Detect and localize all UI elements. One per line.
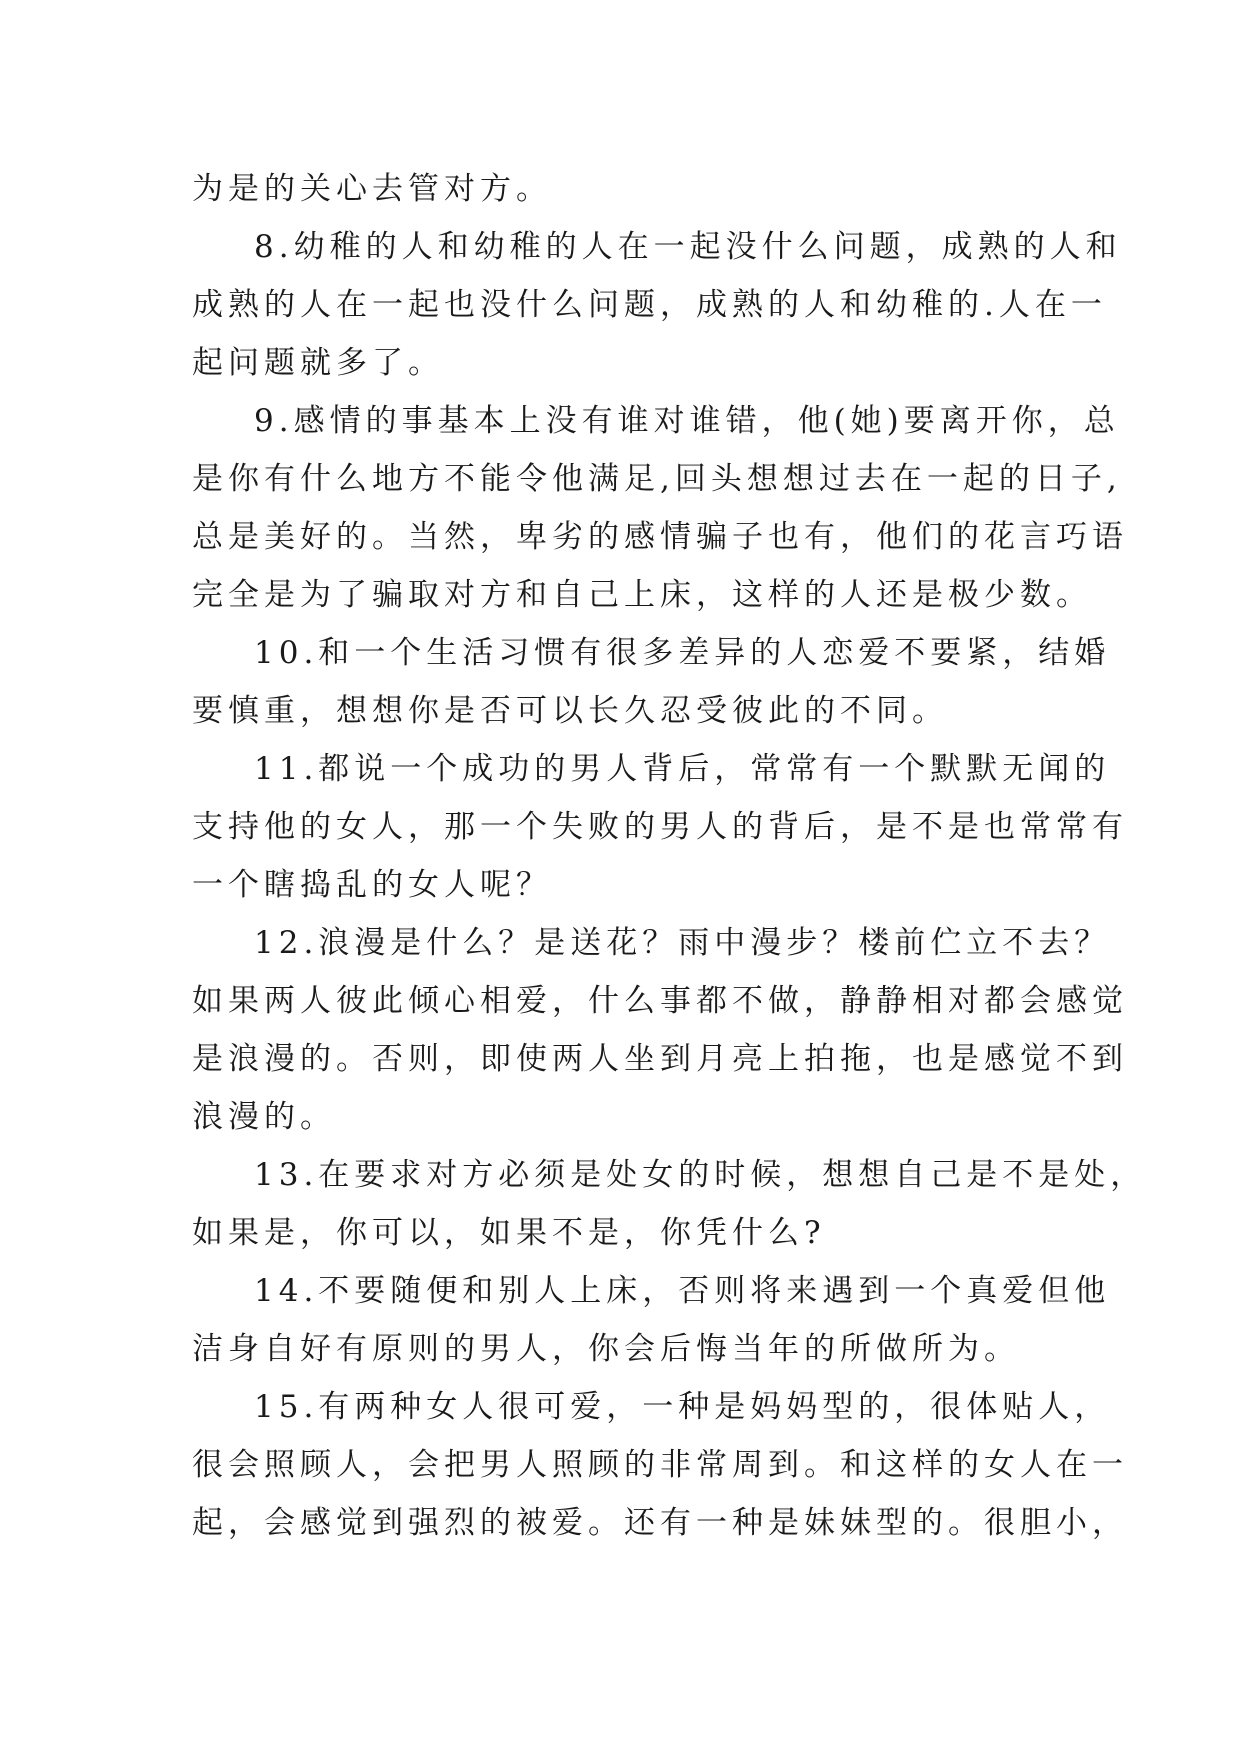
paragraph-start-line: 10.和一个生活习惯有很多差异的人恋爱不要紧，结婚 — [254, 635, 1111, 671]
text-line: 是浪漫的。否则，即使两人坐到月亮上拍拖，也是感觉不到 — [192, 1041, 1128, 1077]
text-line: 起，会感觉到强烈的被爱。还有一种是妹妹型的。很胆小， — [192, 1505, 1128, 1541]
text-line: 支持他的女人，那一个失败的男人的背后，是不是也常常有 — [192, 809, 1128, 845]
text-line: 是你有什么地方不能令他满足,回头想想过去在一起的日子, — [192, 461, 1122, 497]
document-body — [192, 160, 1147, 1552]
text-line: 完全是为了骗取对方和自己上床，这样的人还是极少数。 — [192, 577, 1092, 613]
paragraph-start-line: 14.不要随便和别人上床，否则将来遇到一个真爱但他 — [254, 1273, 1111, 1309]
paragraph-start-line: 13.在要求对方必须是处女的时候，想想自己是不是处， — [254, 1157, 1147, 1193]
text-line: 起问题就多了。 — [192, 345, 444, 381]
text-line: 为是的关心去管对方。 — [192, 171, 552, 207]
text-line: 洁身自好有原则的男人，你会后悔当年的所做所为。 — [192, 1331, 1020, 1367]
paragraph-start-line: 9.感情的事基本上没有谁对谁错，他(她)要离开你，总 — [254, 403, 1120, 439]
text-line: 如果两人彼此倾心相爱，什么事都不做，静静相对都会感觉 — [192, 983, 1128, 1019]
text-line: 很会照顾人，会把男人照顾的非常周到。和这样的女人在一 — [192, 1447, 1128, 1483]
text-line: 要慎重，想想你是否可以长久忍受彼此的不同。 — [192, 693, 948, 729]
paragraph-start-line: 8.幼稚的人和幼稚的人在一起没什么问题，成熟的人和 — [254, 229, 1122, 265]
paragraph-start-line: 15.有两种女人很可爱，一种是妈妈型的，很体贴人， — [254, 1389, 1111, 1425]
text-line: 浪漫的。 — [192, 1099, 336, 1135]
text-line: 如果是，你可以，如果不是，你凭什么? — [192, 1215, 826, 1251]
text-line: 成熟的人在一起也没什么问题，成熟的人和幼稚的.人在一 — [192, 287, 1107, 323]
text-line: 总是美好的。当然，卑劣的感情骗子也有，他们的花言巧语 — [192, 519, 1128, 555]
text-line: 一个瞎捣乱的女人呢？ — [192, 867, 552, 903]
paragraph-start-line: 11.都说一个成功的男人背后，常常有一个默默无闻的 — [254, 751, 1111, 787]
paragraph-start-line: 12.浪漫是什么？是送花？雨中漫步？楼前伫立不去？ — [254, 925, 1111, 961]
